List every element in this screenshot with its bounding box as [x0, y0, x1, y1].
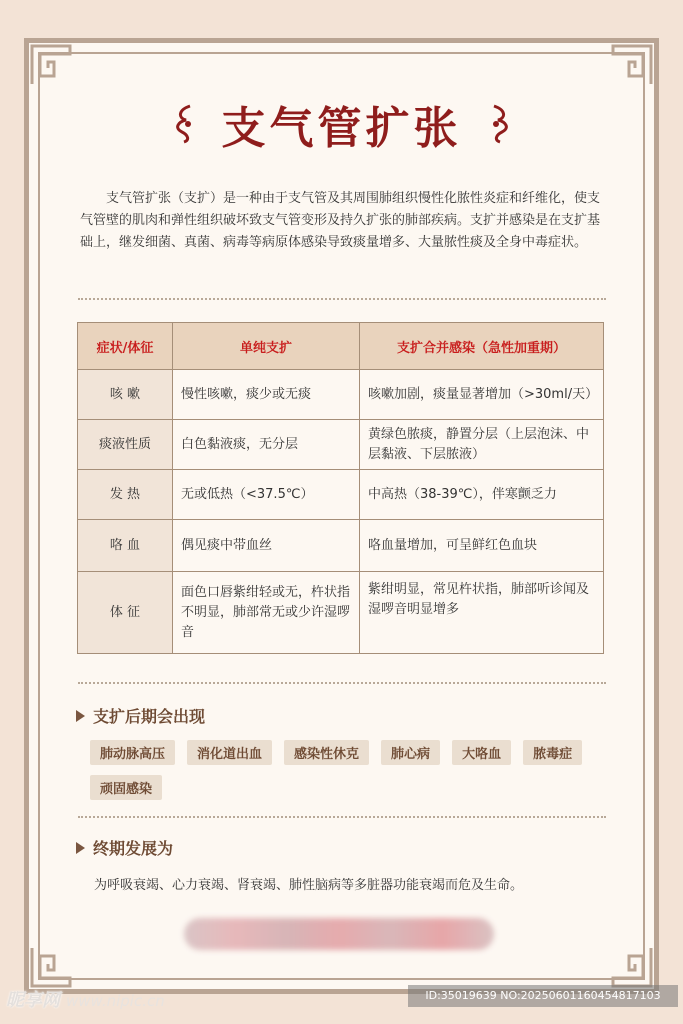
watermark-id: ID:35019639 NO:20250601160454817103 [408, 985, 678, 1007]
table-cell: 体 征 [78, 572, 173, 654]
scroll-ornament-icon [170, 102, 198, 146]
section-heading-later [76, 704, 205, 727]
table-cell: 紫绀明显，常见杵状指，肺部听诊闻及湿啰音明显增多 [360, 572, 604, 654]
complication-tag: 肺心病 [381, 740, 440, 765]
table-cell: 痰液性质 [78, 420, 173, 470]
table-cell: 慢性咳嗽，痰少或无痰 [173, 370, 360, 420]
intro-paragraph: 支气管扩张（支扩）是一种由于支气管及其周围肺组织慢性化脓性炎症和纤维化，使支气管壁的肌肉和弹性组织破坏致支气管变形及持久扩张的肺部疾病。支扩并感染是在支扩基础上，继发细菌、真菌、病毒等病原体感染导致痰量增多、大量脓性痰及全身中毒症状。 [80, 191, 601, 250]
complication-tag: 顽固感染 [90, 775, 162, 800]
table-cell: 无或低热（<37.5℃） [173, 470, 360, 520]
table-header: 症状/体征 [78, 323, 173, 370]
corner-ornament-icon [611, 946, 653, 988]
table-row [78, 420, 604, 470]
section-heading-text: 终期发展为 [93, 839, 174, 858]
complication-tag: 大咯血 [452, 740, 511, 765]
watermark-brand [6, 986, 165, 1012]
complication-tag: 肺动脉高压 [90, 740, 175, 765]
corner-ornament-icon [611, 44, 653, 86]
complication-tags [90, 740, 610, 800]
table-row [78, 572, 604, 654]
table-cell: 面色口唇紫绀轻或无，杵状指不明显，肺部常无或少许湿啰音 [173, 572, 360, 654]
table-header-row [78, 323, 604, 370]
final-stage-text: 为呼吸衰竭、心力衰竭、肾衰竭、肺性脑病等多脏器功能衰竭而危及生命。 [94, 878, 524, 893]
triangle-bullet-icon [76, 842, 85, 854]
table-cell: 偶见痰中带血丝 [173, 520, 360, 572]
complication-tag: 脓毒症 [523, 740, 582, 765]
table-row [78, 520, 604, 572]
poster [24, 38, 659, 994]
table-cell: 咳 嗽 [78, 370, 173, 420]
page-title: 支气管扩张 [221, 103, 462, 154]
table-header: 支扩合并感染（急性加重期） [360, 323, 604, 370]
watermark-url: www.nipic.cn [66, 992, 165, 1010]
table-cell: 中高热（38-39℃），伴寒颤乏力 [360, 470, 604, 520]
complication-tag: 消化道出血 [187, 740, 272, 765]
blurred-signature [184, 918, 494, 950]
complication-tag: 感染性休克 [284, 740, 369, 765]
table-cell: 咳嗽加剧，痰量显著增加（>30ml/天） [360, 370, 604, 420]
table-cell: 咯 血 [78, 520, 173, 572]
table-cell: 发 热 [78, 470, 173, 520]
table-row [78, 370, 604, 420]
section-heading-text: 支扩后期会出现 [93, 707, 206, 726]
dotted-divider [78, 816, 606, 818]
dotted-divider [78, 682, 606, 684]
corner-ornament-icon [30, 44, 72, 86]
corner-ornament-icon [30, 946, 72, 988]
table-cell: 白色黏液痰，无分层 [173, 420, 360, 470]
triangle-bullet-icon [76, 710, 85, 722]
table-header: 单纯支扩 [173, 323, 360, 370]
dotted-divider [78, 298, 606, 300]
table-cell: 咯血量增加，可呈鲜红色血块 [360, 520, 604, 572]
table-row [78, 470, 604, 520]
section-heading-final [76, 836, 173, 859]
scroll-ornament-icon [486, 102, 514, 146]
title-area [24, 94, 659, 154]
symptom-table [77, 322, 604, 654]
table-cell: 黄绿色脓痰，静置分层（上层泡沫、中层黏液、下层脓液） [360, 420, 604, 470]
watermark-logo: 昵享网 [6, 990, 60, 1011]
